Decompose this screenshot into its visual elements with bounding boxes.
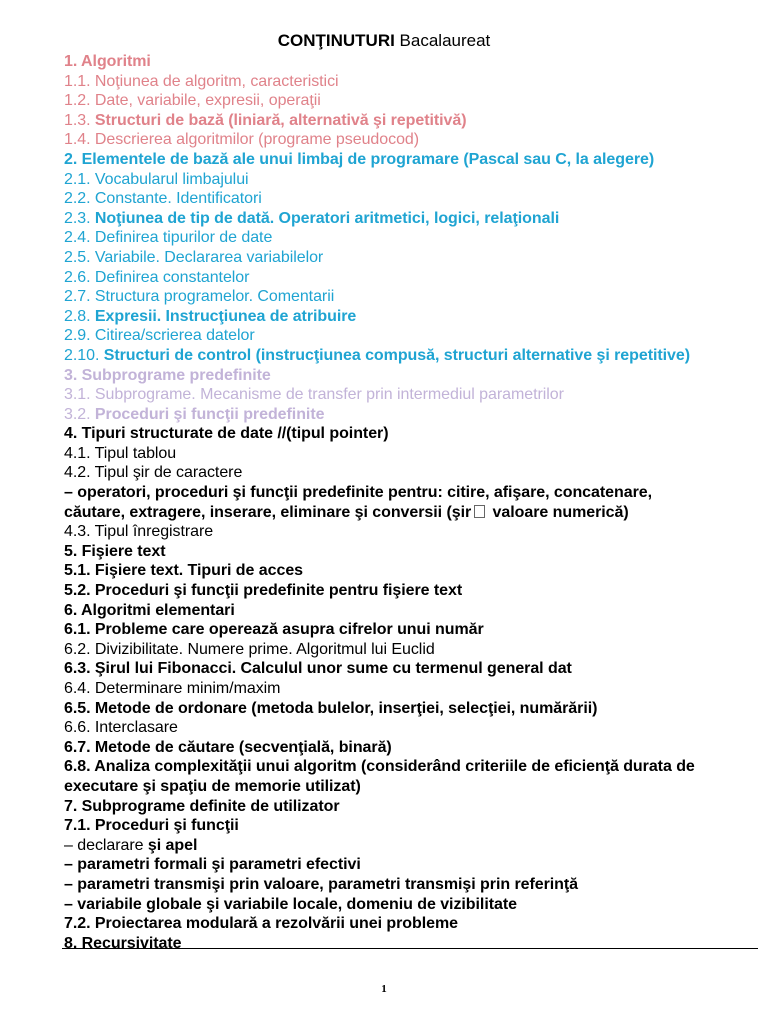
- line-prefix: 1.3.: [64, 111, 95, 129]
- syllabus-line: [64, 718, 734, 738]
- line-prefix: 1.2. Date, variabile, expresii, operaţii: [64, 92, 321, 110]
- syllabus-line: [64, 620, 734, 640]
- line-prefix: 6.3. Şirul lui Fibonacci. Calculul unor sume cu termenul general dat: [64, 660, 572, 678]
- missing-glyph-icon: [474, 505, 485, 518]
- syllabus-line: [64, 463, 734, 483]
- line-prefix: 2. Elementele de bază ale unui limbaj de programare (Pascal sau C, la alegere): [64, 150, 655, 168]
- syllabus-line: [64, 542, 734, 562]
- syllabus-line: [64, 738, 734, 758]
- syllabus-line: [64, 405, 734, 425]
- line-prefix: 6.6. Interclasare: [64, 719, 178, 737]
- syllabus-line: [64, 326, 734, 346]
- syllabus-line: [64, 444, 734, 464]
- syllabus-line: [64, 424, 734, 444]
- syllabus-line: [64, 111, 734, 131]
- line-rest: Noţiunea de tip de dată. Operatori aritmetici, logici, relaţionali: [94, 209, 560, 227]
- syllabus-line: [64, 561, 734, 581]
- line-prefix: 2.10.: [64, 346, 104, 364]
- syllabus-line: [64, 209, 734, 229]
- line-prefix: 2.3.: [64, 209, 95, 227]
- syllabus-line: [64, 797, 734, 817]
- line-prefix: 3.2.: [64, 405, 95, 423]
- syllabus-line: [64, 307, 734, 327]
- line-prefix: – operatori, proceduri şi funcţii predefinite pentru: citire, afişare, concatenare,: [64, 484, 652, 502]
- syllabus-line: [64, 699, 734, 719]
- syllabus-line: [64, 757, 734, 796]
- line-prefix: 7.1. Proceduri şi funcţii: [64, 817, 239, 835]
- syllabus-line: [64, 581, 734, 601]
- syllabus-line: [64, 934, 734, 954]
- line-prefix: 8. Recursivitate: [64, 934, 182, 952]
- syllabus-line: [64, 601, 734, 621]
- line-prefix: 2.2. Constante. Identificatori: [64, 190, 262, 208]
- line-prefix: 7.2. Proiectarea modulară a rezolvării unei probleme: [64, 915, 459, 933]
- title-bold: CONŢINUTURI: [277, 31, 395, 50]
- line-prefix: 6.8. Analiza complexităţii unui algoritm (considerând criteriile de eficienţă durata de executare şi spaţiu de memorie utilizat): [64, 758, 695, 795]
- syllabus-line: [64, 346, 734, 366]
- syllabus-line: [64, 855, 734, 875]
- syllabus-line: [64, 150, 734, 170]
- syllabus-line: [64, 659, 734, 679]
- line-prefix: 4.3. Tipul înregistrare: [64, 523, 214, 541]
- line-prefix: 6.7. Metode de căutare (secvenţială, binară): [64, 738, 392, 756]
- syllabus-line: [64, 170, 734, 190]
- syllabus-line: [64, 875, 734, 895]
- syllabus-list: [64, 52, 734, 953]
- line-prefix: 2.7. Structura programelor. Comentarii: [64, 288, 335, 306]
- line-prefix: – parametri transmişi prin valoare, parametri transmişi prin referinţă: [64, 875, 579, 893]
- footer-rule: [62, 948, 758, 949]
- syllabus-line: [64, 366, 734, 386]
- line-rest: Proceduri şi funcţii predefinite: [94, 405, 325, 423]
- line-prefix: 1. Algoritmi: [64, 53, 151, 70]
- line-prefix: 6.4. Determinare minim/maxim: [64, 680, 281, 697]
- line-prefix: 2.1. Vocabularul limbajului: [64, 170, 249, 188]
- line-prefix: 2.5. Variabile. Declararea variabilelor: [64, 248, 324, 266]
- line-prefix: – variabile globale şi variabile locale, domeniu de vizibilitate: [64, 895, 517, 913]
- syllabus-line: [64, 385, 734, 405]
- syllabus-line: [64, 189, 734, 209]
- syllabus-line: [64, 522, 734, 542]
- line-prefix: 2.9. Citirea/scrierea datelor: [64, 327, 255, 345]
- line-rest: valoare numerică): [488, 503, 629, 521]
- syllabus-line: [64, 228, 734, 248]
- title-rest: Bacalaureat: [394, 31, 491, 50]
- line-prefix: căutare, extragere, inserare, eliminare şi conversii (şir: [64, 503, 472, 521]
- syllabus-line: [64, 91, 734, 111]
- syllabus-line: [64, 503, 734, 523]
- line-prefix: 5.1. Fişiere text. Tipuri de acces: [64, 562, 304, 580]
- syllabus-line: [64, 268, 734, 288]
- syllabus-line: [64, 679, 734, 699]
- syllabus-line: [64, 640, 734, 660]
- syllabus-line: [64, 52, 734, 72]
- line-prefix: 2.4. Definirea tipurilor de date: [64, 229, 273, 247]
- line-prefix: – declarare: [64, 836, 148, 854]
- line-prefix: 2.6. Definirea constantelor: [64, 268, 250, 286]
- syllabus-line: [64, 836, 734, 856]
- line-prefix: 4.2. Tipul şir de caractere: [64, 464, 243, 482]
- line-prefix: 6.1. Probleme care operează asupra cifrelor unui număr: [64, 621, 484, 639]
- syllabus-line: [64, 72, 734, 92]
- line-prefix: 6. Algoritmi elementari: [64, 601, 235, 619]
- line-prefix: 1.4. Descrierea algoritmilor (programe pseudocod): [64, 131, 420, 149]
- syllabus-line: [64, 287, 734, 307]
- line-prefix: 3.1. Subprograme. Mecanisme de transfer prin intermediul parametrilor: [64, 386, 564, 404]
- line-rest: Structuri de bază (liniară, alternativă şi repetitivă): [94, 111, 467, 129]
- syllabus-line: [64, 248, 734, 268]
- syllabus-line: [64, 130, 734, 150]
- line-prefix: 1.1. Noţiunea de algoritm, caracteristici: [64, 72, 339, 90]
- page-number: 1: [381, 983, 387, 995]
- line-rest: Expresii. Instrucţiunea de atribuire: [94, 307, 357, 325]
- line-rest: şi apel: [147, 836, 198, 854]
- line-prefix: 3. Subprograme predefinite: [64, 366, 271, 384]
- line-prefix: 6.5. Metode de ordonare (metoda bulelor, inserţiei, selecţiei, numărării): [64, 699, 598, 717]
- line-prefix: 4.1. Tipul tablou: [64, 444, 177, 462]
- line-prefix: 7. Subprograme definite de utilizator: [64, 797, 340, 815]
- line-prefix: 2.8.: [64, 307, 95, 325]
- line-prefix: – parametri formali şi parametri efectivi: [64, 856, 361, 874]
- syllabus-line: [64, 895, 734, 915]
- page-title: [0, 31, 768, 51]
- line-prefix: 4. Tipuri structurate de date //(tipul pointer): [64, 425, 389, 443]
- line-prefix: 6.2. Divizibilitate. Numere prime. Algoritmul lui Euclid: [64, 640, 435, 658]
- line-prefix: 5. Fişiere text: [64, 542, 166, 560]
- syllabus-line: [64, 914, 734, 934]
- syllabus-line: [64, 483, 734, 503]
- syllabus-line: [64, 816, 734, 836]
- line-rest: Structuri de control (instrucţiunea compusă, structuri alternative şi repetitive): [103, 346, 691, 364]
- line-prefix: 5.2. Proceduri şi funcţii predefinite pentru fişiere text: [64, 582, 463, 600]
